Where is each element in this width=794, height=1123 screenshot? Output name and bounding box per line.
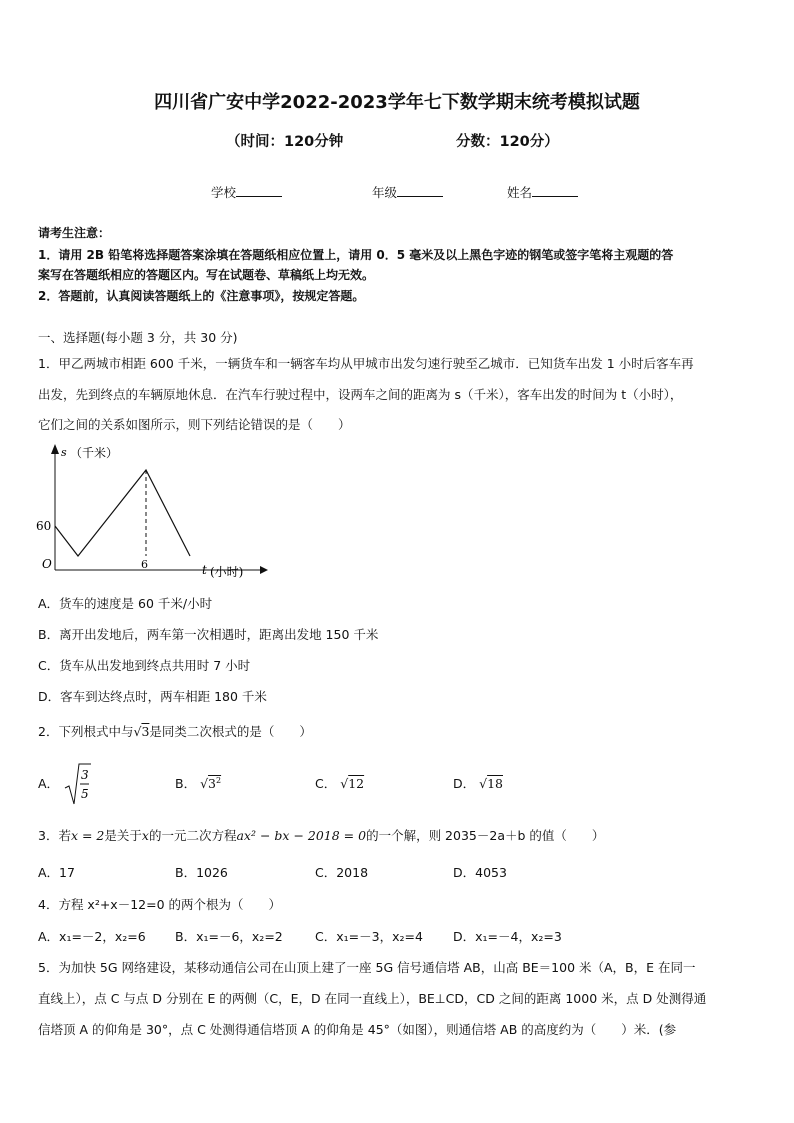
- q2-option-a[interactable]: [38, 762, 93, 808]
- grade-blank[interactable]: [397, 184, 443, 197]
- q2-option-b[interactable]: [175, 774, 221, 792]
- q3-option-d[interactable]: D．4053: [453, 865, 507, 880]
- y-tick-60: 60: [36, 519, 52, 533]
- school-field[interactable]: [211, 183, 282, 201]
- grade-field[interactable]: [372, 183, 443, 201]
- q2-option-d[interactable]: [453, 774, 503, 792]
- q2-d-rad: 18: [487, 776, 503, 791]
- name-label: 姓名: [507, 185, 533, 200]
- x-axis-arrow: [260, 566, 268, 574]
- q1-option-b[interactable]: B．离开出发地后，两车第一次相遇时，距离出发地 150 千米: [38, 627, 379, 642]
- q3-option-b[interactable]: B．1026: [175, 865, 228, 880]
- q2-sqrt3: √3: [133, 724, 150, 739]
- q2-a-label: A．: [38, 776, 60, 791]
- q4-stem: 4．方程 x²+x－12=0 的两个根为（ ）: [38, 897, 282, 912]
- exam-title: 四川省广安中学2022-2023学年七下数学期末统考模拟试题: [154, 92, 640, 113]
- grade-label: 年级: [372, 185, 398, 200]
- q3-option-c[interactable]: C．2018: [315, 865, 369, 880]
- q2-c-label: C．: [315, 776, 337, 791]
- q2-sqrt3-radicand: 3: [141, 724, 150, 739]
- q2-b-exp: 2: [215, 775, 222, 785]
- distance-line: [55, 470, 190, 556]
- q4-option-b[interactable]: B．x₁=－6，x₂=2: [175, 929, 283, 944]
- q1-graph: [30, 440, 270, 585]
- q2-b-rad: [208, 776, 221, 791]
- q4-option-c[interactable]: C．x₁=－3，x₂=4: [315, 929, 423, 944]
- school-blank[interactable]: [236, 184, 282, 197]
- x-tick-6: 6: [141, 558, 148, 571]
- s-unit: （千米）: [70, 446, 119, 460]
- q2-stem-pre: 2．下列根式中与: [38, 724, 134, 739]
- t-label: t: [202, 563, 207, 577]
- q2-stem: [38, 722, 312, 740]
- notes-line-1: 1．请用 2B 铅笔将选择题答案涂填在答题纸相应位置上，请用 0．5 毫米及以上黑色字迹的钢笔或签字笔将主观题的答: [38, 248, 674, 262]
- q2-a-num: 3: [81, 768, 89, 782]
- q3-mid2: 的一元二次方程: [148, 828, 237, 843]
- q2-option-c[interactable]: [315, 774, 364, 792]
- q2-c-rad: 12: [348, 776, 365, 791]
- q2-c-expr: √12: [340, 776, 365, 791]
- q2-b-expr: $√3^2$: [200, 775, 222, 791]
- q1-line-3: 它们之间的关系如图所示，则下列结论错误的是（ ）: [38, 417, 351, 432]
- q5-line-3: 信塔顶 A 的仰角是 30°，点 C 处测得通信塔顶 A 的仰角是 45°（如图），则通信塔 AB 的高度约为（ ）米．(参: [38, 1022, 677, 1037]
- q1-option-c[interactable]: C．货车从出发地到终点共用时 7 小时: [38, 658, 251, 673]
- q3-equation: ax² − bx − 2018 = 0: [236, 828, 367, 843]
- q5-line-1: 5．为加快 5G 网络建设，某移动通信公司在山顶上建了一座 5G 信号通信塔 AB，山高 BE＝100 米（A，B，E 在同一: [38, 960, 696, 975]
- name-field[interactable]: [507, 183, 578, 201]
- q3-stem: [38, 826, 604, 844]
- s-label: s: [61, 446, 67, 459]
- t-unit: (小时): [210, 565, 244, 579]
- q1-option-d[interactable]: D．客车到达终点时，两车相距 180 千米: [38, 689, 267, 704]
- q3-pre: 3．若: [38, 828, 71, 843]
- origin-label: O: [42, 557, 52, 571]
- q3-post: 的一个解，则 2035－2a＋b 的值（ ）: [366, 828, 605, 843]
- q2-b-label: B．: [175, 776, 197, 791]
- q4-option-a[interactable]: A．x₁=－2，x₂=6: [38, 929, 146, 944]
- q1-line-2: 出发，先到终点的车辆原地休息．在汽车行驶过程中，设两车之间的距离为 s（千米），客车出发的时间为 t（小时），: [38, 387, 683, 402]
- q1-option-a[interactable]: A．货车的速度是 60 千米/小时: [38, 596, 213, 611]
- q2-b-base: 3: [208, 776, 216, 791]
- notes-heading: 请考生注意：: [38, 226, 111, 240]
- q2-stem-post: 是同类二次根式的是（ ）: [149, 724, 312, 739]
- q1-line-1: 1．甲乙两城市相距 600 千米，一辆货车和一辆客车均从甲城市出发匀速行驶至乙城市．已知货车出发 1 小时后客车再: [38, 356, 694, 371]
- q2-d-expr: √18: [479, 776, 503, 791]
- name-blank[interactable]: [532, 184, 578, 197]
- exam-time: （时间：120分钟: [226, 134, 344, 150]
- q3-cond: x = 2: [70, 828, 105, 843]
- school-label: 学校: [211, 185, 237, 200]
- q2-d-label: D．: [453, 776, 476, 791]
- notes-line-1b: 案写在答题纸相应的答题区内。写在试题卷、草稿纸上均无效。: [38, 268, 375, 282]
- q3-mid1: 是关于: [104, 828, 142, 843]
- q2-a-den: 5: [81, 787, 89, 801]
- exam-score: 分数：120分）: [456, 134, 559, 150]
- section-heading: 一、选择题(每小题 3 分，共 30 分): [38, 330, 238, 345]
- notes-line-2: 2．答题前，认真阅读答题纸上的《注意事项》，按规定答题。: [38, 289, 365, 303]
- y-axis-arrow: [51, 444, 59, 454]
- q4-option-d[interactable]: D．x₁=－4，x₂=3: [453, 929, 562, 944]
- q3-var: x: [141, 828, 149, 843]
- q5-line-2: 直线上），点 C 与点 D 分别在 E 的两侧（C，E，D 在同一直线上），BE⊥CD，CD 之间的距离 1000 米，点 D 处测得通: [38, 991, 707, 1006]
- q2-a-sqrt-frac: [63, 762, 93, 808]
- q3-option-a[interactable]: A．17: [38, 865, 75, 880]
